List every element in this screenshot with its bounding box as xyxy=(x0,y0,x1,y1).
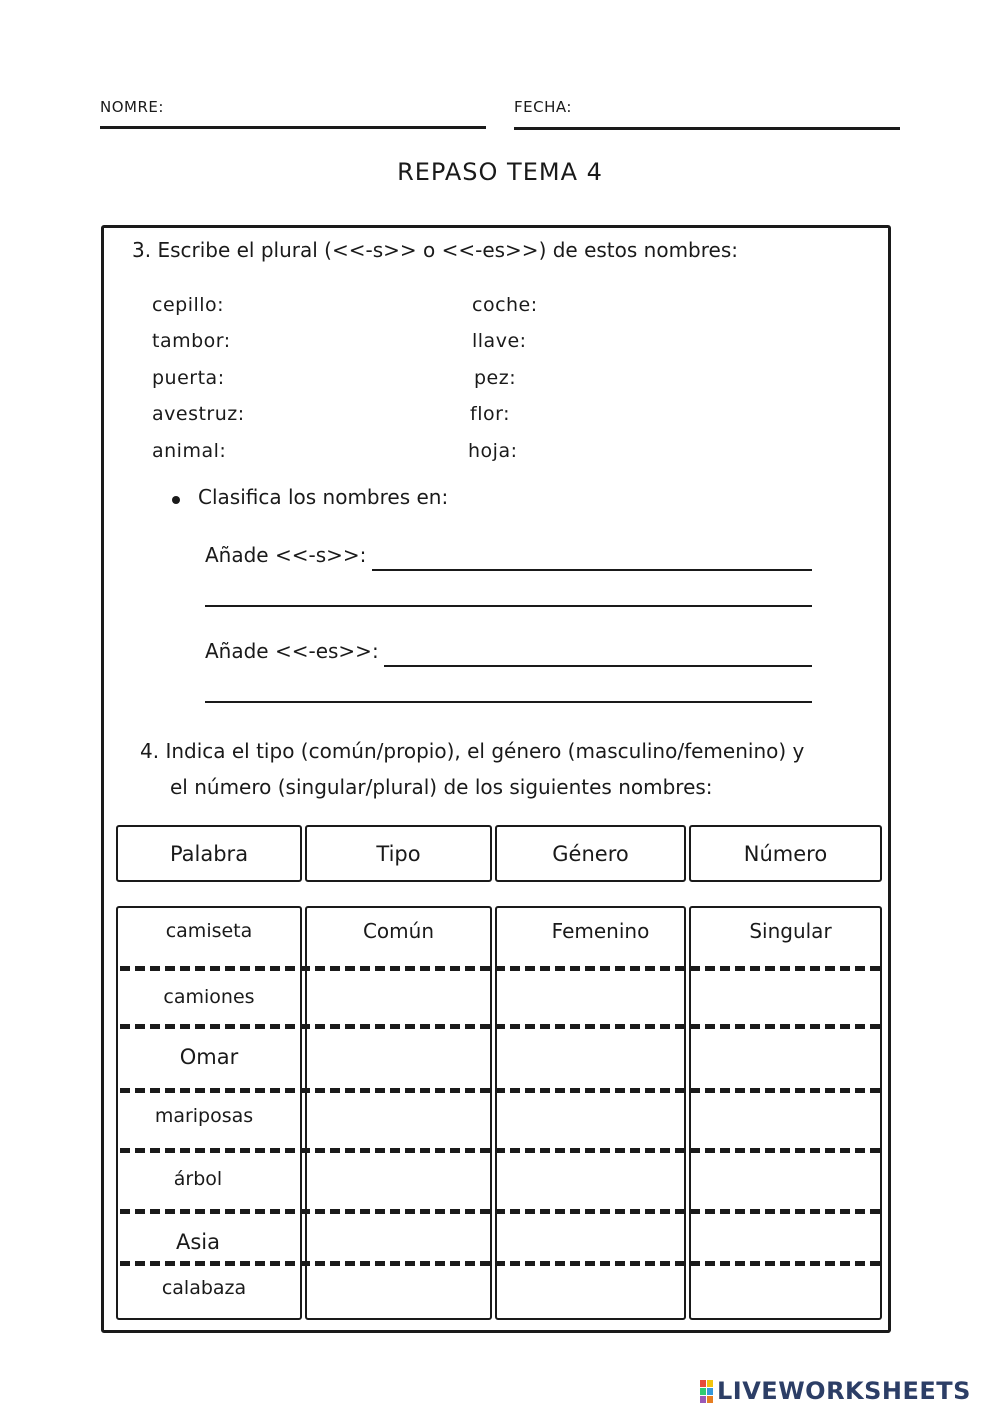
header-genero: Género xyxy=(495,825,686,882)
row-separator xyxy=(120,1261,880,1266)
row-separator xyxy=(120,1148,880,1153)
answer-numero-camiseta: Singular xyxy=(749,919,832,943)
word-cepillo: cepillo: xyxy=(152,294,225,316)
row-separator xyxy=(120,1024,880,1029)
add-es-answer-line-1[interactable] xyxy=(384,665,812,667)
word-coche: coche: xyxy=(472,294,538,316)
add-s-answer-line-2[interactable] xyxy=(205,605,812,607)
exercise4-prompt-line2: el número (singular/plural) de los siguientes nombres: xyxy=(170,775,713,799)
row-separator xyxy=(120,1209,880,1214)
name-label: NOMRE: xyxy=(100,98,164,116)
word-animal: animal: xyxy=(152,440,227,462)
word-tambor: tambor: xyxy=(152,330,231,352)
logo-text: LIVEWORKSHEETS xyxy=(717,1377,971,1405)
word-omar: Omar xyxy=(179,1045,239,1069)
header-tipo: Tipo xyxy=(305,825,492,882)
header-numero: Número xyxy=(689,825,882,882)
word-mariposas: mariposas xyxy=(154,1105,254,1127)
add-s-label: Añade <<-s>>: xyxy=(205,543,367,567)
add-s-answer-line-1[interactable] xyxy=(372,569,812,571)
word-puerta: puerta: xyxy=(152,367,225,389)
page-title: REPASO TEMA 4 xyxy=(397,158,603,186)
word-camiseta: camiseta xyxy=(165,920,253,942)
row-separator xyxy=(120,1088,880,1093)
name-line[interactable] xyxy=(100,126,486,129)
liveworksheets-logo xyxy=(700,1376,971,1406)
word-calabaza: calabaza xyxy=(161,1277,247,1299)
word-pez: pez: xyxy=(474,367,517,389)
word-camiones: camiones xyxy=(163,986,255,1008)
answer-genero-camiseta: Femenino xyxy=(551,919,650,943)
answer-tipo-camiseta: Común xyxy=(362,919,435,943)
word-avestruz: avestruz: xyxy=(152,403,245,425)
date-line[interactable] xyxy=(514,127,900,130)
word-asia: Asia xyxy=(175,1230,220,1254)
add-es-answer-line-2[interactable] xyxy=(205,701,812,703)
row-separator xyxy=(120,966,880,971)
bullet-dot xyxy=(172,496,180,504)
exercise3-prompt: 3. Escribe el plural (<<-s>> o <<-es>>) de estos nombres: xyxy=(132,238,738,262)
word-llave: llave: xyxy=(472,330,527,352)
logo-blocks-icon xyxy=(700,1380,713,1403)
classify-instruction: Clasifica los nombres en: xyxy=(198,485,449,509)
header-palabra: Palabra xyxy=(116,825,302,882)
add-es-label: Añade <<-es>>: xyxy=(205,639,379,663)
word-arbol: árbol xyxy=(173,1168,223,1190)
exercise4-prompt-line1: 4. Indica el tipo (común/propio), el género (masculino/femenino) y xyxy=(140,739,805,763)
word-hoja: hoja: xyxy=(468,440,518,462)
date-label: FECHA: xyxy=(514,98,572,116)
word-flor: flor: xyxy=(470,403,510,425)
